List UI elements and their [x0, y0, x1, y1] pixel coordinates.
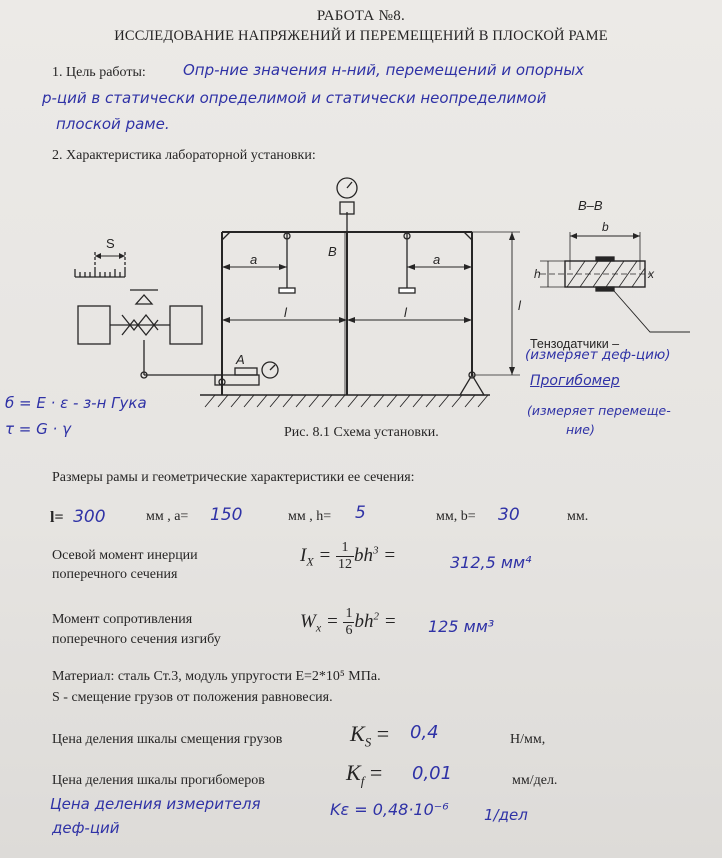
goal-label: 1. Цель работы:	[52, 65, 146, 80]
inertia-formula	[300, 540, 396, 573]
kf-eq: =	[369, 760, 383, 785]
ke-hand-label1: Цена деления измерителя	[50, 795, 261, 813]
inertia-sub: X	[306, 554, 314, 569]
dims-heading: Размеры рамы и геометрические характеристики ее сечения:	[52, 470, 415, 485]
h-label: мм , h=	[288, 509, 332, 524]
label-s: S	[106, 236, 115, 251]
modulus-fraction	[343, 606, 354, 639]
hand-hooke-law: б = E · ε - з-н Гука	[5, 394, 147, 412]
dims-row	[50, 507, 106, 527]
h-value: 5	[355, 503, 366, 523]
ks-formula	[350, 721, 389, 750]
ks-unit: Н/мм,	[510, 732, 546, 747]
label-a-left: a	[250, 252, 258, 267]
kf-symbol: K	[346, 760, 361, 785]
modulus-label2: поперечного сечения изгибу	[52, 632, 221, 647]
modulus-eq1: =	[325, 610, 339, 632]
modulus-lhs: W	[300, 610, 316, 632]
hand-deflect-note2: ние)	[566, 422, 595, 437]
label-l-left: l	[284, 305, 287, 320]
ks-label: Цена деления шкалы смещения грузов	[52, 732, 283, 747]
modulus-expr: bh	[354, 610, 374, 632]
section-title: B–B	[578, 198, 603, 213]
work-number: РАБОТА №8.	[316, 8, 406, 24]
label-a-point: A	[236, 352, 245, 367]
label-l-vertical: l	[518, 298, 521, 313]
modulus-hand-value: 125 мм³	[428, 617, 495, 636]
figure-caption: Рис. 8.1 Схема установки.	[284, 425, 439, 440]
inertia-den: 12	[338, 557, 352, 572]
ke-hand-value: Kε = 0,48·10⁻⁶	[330, 800, 449, 819]
ke-hand-unit: 1/дел	[484, 806, 528, 824]
inertia-eq2: =	[383, 544, 397, 566]
goal-hand-line2: р-ций в статически определимой и статически неопределимой	[42, 89, 547, 107]
ks-value: 0,4	[410, 722, 439, 743]
work-title: ИССЛЕДОВАНИЕ НАПРЯЖЕНИЙ И ПЕРЕМЕЩЕНИЙ В ПЛОСКОЙ РАМЕ	[114, 28, 608, 44]
b-value: 30	[498, 505, 520, 525]
strain-gauges-label: Тензодатчики –	[530, 337, 620, 351]
b-label: мм, b=	[436, 509, 476, 524]
hand-deflectometer: Прогибомер	[530, 373, 620, 389]
ks-sub: S	[364, 734, 372, 750]
inertia-expr: bh	[354, 544, 373, 566]
modulus-sub: x	[315, 620, 322, 635]
goal-hand-line3: плоской раме.	[56, 115, 170, 133]
label-b: B	[328, 244, 337, 259]
material-line1: Материал: сталь Ст.3, модуль упругости E=2*10⁵ МПа.	[52, 669, 381, 684]
kf-value: 0,01	[412, 763, 453, 784]
modulus-num: 1	[345, 606, 353, 621]
hand-shear-law: τ = G · γ	[5, 420, 71, 438]
label-a-right: a	[433, 252, 441, 267]
section2-label: 2. Характеристика лабораторной установки:	[52, 148, 316, 163]
ks-eq: =	[376, 721, 390, 746]
inertia-exp: 3	[373, 544, 379, 557]
kf-sub: f	[360, 773, 365, 789]
label-l-right: l	[404, 305, 407, 320]
a-label: мм , a=	[146, 509, 189, 524]
modulus-eq2: =	[383, 610, 397, 632]
inertia-fraction	[336, 540, 354, 573]
inertia-hand-value: 312,5 мм⁴	[450, 553, 532, 572]
inertia-lhs: I	[300, 544, 307, 566]
hand-gauges-note: (измеряет деф-цию)	[525, 347, 671, 363]
a-value: 150	[210, 505, 243, 525]
ks-symbol: K	[350, 721, 365, 746]
modulus-den: 6	[345, 623, 353, 638]
inertia-label2: поперечного сечения	[52, 567, 178, 582]
dims-end-unit: мм.	[567, 509, 589, 524]
modulus-label1: Момент сопротивления	[52, 612, 193, 627]
material-line2: S - смещение грузов от положения равновесия.	[52, 690, 333, 705]
goal-hand-line1: Опр-ние значения н-ний, перемещений и опорных	[183, 61, 585, 79]
section-h-label: h	[534, 267, 541, 281]
kf-unit: мм/дел.	[512, 773, 558, 788]
inertia-num: 1	[336, 540, 354, 557]
modulus-exp: 2	[373, 610, 379, 623]
ke-hand-label2: деф-ций	[52, 819, 120, 837]
section-b-label: b	[602, 220, 609, 234]
inertia-eq1: =	[318, 544, 332, 566]
section-x-label: x	[648, 267, 654, 281]
l-value: 300	[73, 507, 106, 527]
l-label: l=	[50, 509, 64, 526]
modulus-formula	[300, 606, 397, 639]
kf-label: Цена деления шкалы прогибомеров	[52, 773, 265, 788]
hand-deflect-note1: (измеряет перемеще-	[527, 403, 671, 418]
kf-formula	[346, 760, 382, 789]
inertia-label1: Осевой момент инерции	[52, 548, 198, 563]
